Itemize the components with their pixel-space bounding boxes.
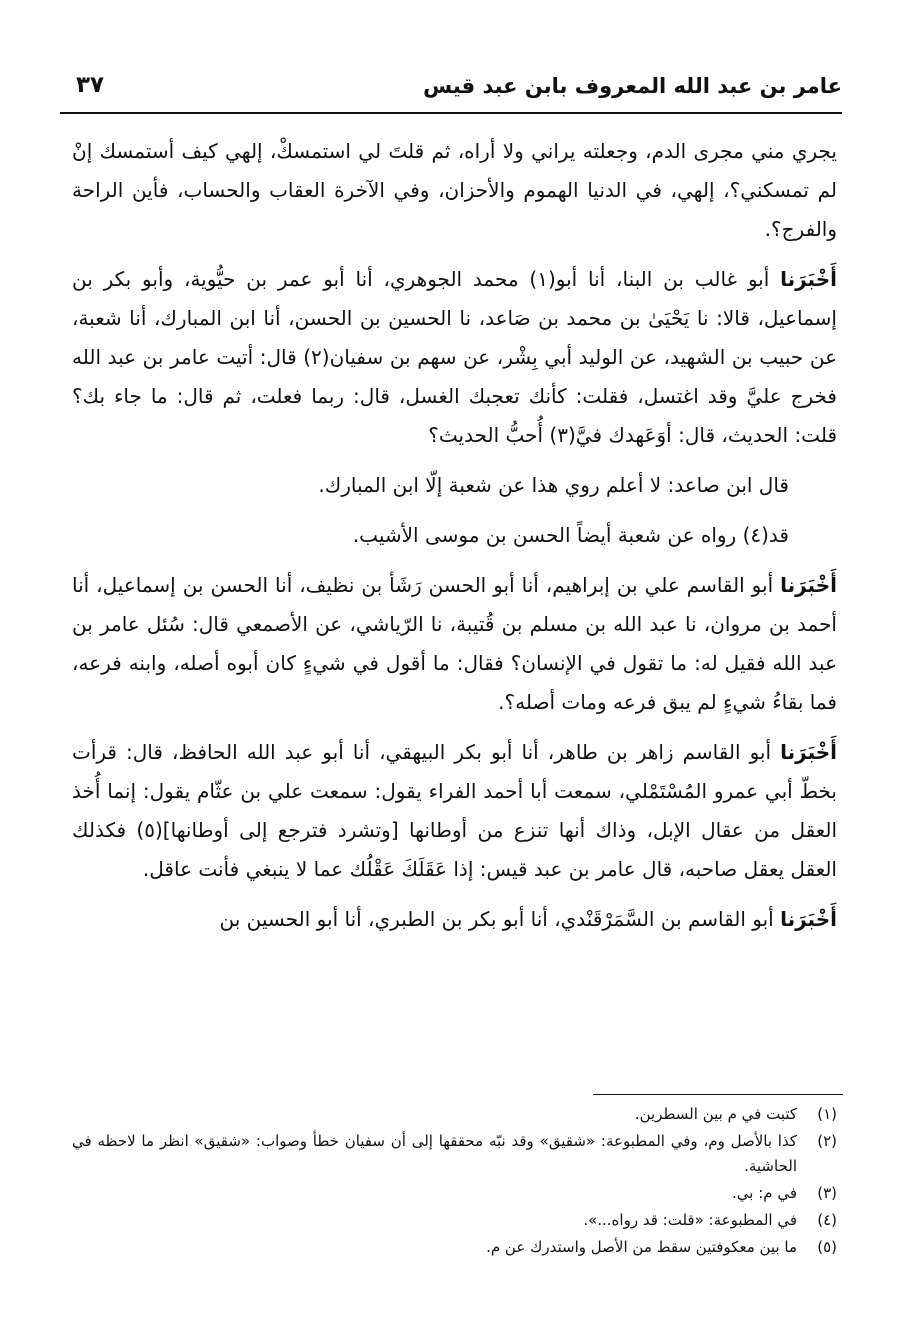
paragraph-lead: أَخْبَرَنا [780, 740, 838, 764]
footnote-rule [593, 1094, 843, 1095]
paragraph [72, 466, 837, 505]
paragraph [72, 566, 837, 722]
paragraph [72, 260, 837, 455]
footnote-number: (٥) [817, 1238, 837, 1256]
paragraph-lead: أَخْبَرَنا [780, 267, 837, 291]
footnote [72, 1102, 837, 1127]
paragraph-text: قد(٤) رواه عن شعبة أيضاً الحسن بن موسى الأشيب. [352, 523, 789, 547]
footnote-text: ما بين معكوفتين سقط من الأصل واستدرك عن م. [486, 1238, 797, 1256]
footnote-number: (٤) [817, 1211, 837, 1229]
paragraph-text: أبو القاسم علي بن إبراهيم، أنا أبو الحسن رَشَأ بن نظيف، أنا الحسن بن إسماعيل، أنا أحمد بن مروان، نا عبد الله بن مسلم بن قُتيبة، نا الرّياشي، عن الأصمعي قال: سُئل عامر بن عبد الله فقيل له: ما تقول في الإنسان؟ فقال: ما أقول في شيءٍ كان أبوه أصله، وابنه فرعه، فما بقاءُ شيءٍ لم يبق فرعه ومات أصله؟. [72, 573, 837, 714]
footnote [72, 1235, 837, 1260]
footnote-text: في م: بي. [732, 1184, 797, 1202]
footnote-text: كتبت في م بين السطرين. [634, 1105, 797, 1123]
footnotes [72, 1102, 837, 1262]
footnote [72, 1181, 837, 1206]
running-title: عامر بن عبد الله المعروف بابن عبد قيس [423, 74, 842, 98]
footnote [72, 1208, 837, 1233]
paragraph-text: أبو القاسم زاهر بن طاهر، أنا أبو بكر البيهقي، أنا أبو عبد الله الحافظ، قال: قرأت بخطّ أبي عمرو المُسْتَمْلي، سمعت أبا أحمد الفراء يقول: سمعت علي بن عثّام يقول: إنما أُخذ العقل من عقال الإبل، وذاك أنها تنزع من أوطانها [وتشرد فترجع إلى أوطانها](٥) فكذلك العقل يعقل صاحبه، قال عامر بن عبد قيس: إذا عَقَلَكَ عَقْلُك عما لا ينبغي فأنت عاقل. [72, 740, 838, 881]
page-header [60, 66, 842, 110]
paragraph-text: أبو القاسم بن السَّمَرْقَنْدي، أنا أبو بكر بن الطبري، أنا أبو الحسين بن [219, 907, 774, 931]
header-rule [60, 112, 842, 114]
paragraph-text: يجري مني مجرى الدم، وجعلته يراني ولا أراه، ثم قلتَ لي استمسكْ، إلهي كيف أستمسك إنْ لم تمسكني؟، إلهي، في الدنيا الهموم والأحزان، وفي الآخرة العقاب والحساب، فأين الراحة والفرج؟. [72, 139, 837, 241]
footnote-number: (٢) [817, 1132, 837, 1150]
paragraph [72, 733, 837, 889]
footnote-number: (٣) [817, 1184, 837, 1202]
footnote-text: في المطبوعة: «قلت: قد رواه...». [583, 1211, 797, 1229]
page-number: ٣٧ [76, 72, 105, 98]
paragraph-text: أبو غالب بن البنا، أنا أبو(١) محمد الجوهري، أنا أبو عمر بن حيُّوية، وأبو بكر بن إسماعيل، قالا: نا يَحْيَىٰ بن محمد بن صَاعد، نا الحسين بن الحسن، أنا ابن المبارك، أنا شعبة، عن حبيب بن الشهيد، عن الوليد أبي بِشْر، عن سهم بن سفيان(٢) قال: أتيت عامر بن عبد الله فخرج عليَّ وقد اغتسل، فقلت: كأنك تعجبك الغسل، قال: ربما فعلت، ثم قال: ما جاء بك؟ قلت: الحديث، قال: أوَعَهدك فيَّ(٣) أُحبُّ الحديث؟ [72, 267, 838, 447]
paragraph [72, 132, 837, 249]
main-text [72, 132, 837, 950]
paragraph-lead: أَخْبَرَنا [780, 907, 837, 931]
paragraph [72, 900, 837, 939]
paragraph-lead: أَخْبَرَنا [780, 573, 837, 597]
footnote-text: كذا بالأصل وم، وفي المطبوعة: «شقيق» وقد نبّه محققها إلى أن سفيان خطأ وصواب: «شقيق» انظر ما لاحظه في الحاشية. [72, 1132, 797, 1175]
paragraph-text: قال ابن صاعد: لا أعلم روي هذا عن شعبة إلّا ابن المبارك. [318, 473, 789, 497]
paragraph [72, 516, 837, 555]
footnote [72, 1129, 837, 1179]
footnote-number: (١) [817, 1105, 837, 1123]
